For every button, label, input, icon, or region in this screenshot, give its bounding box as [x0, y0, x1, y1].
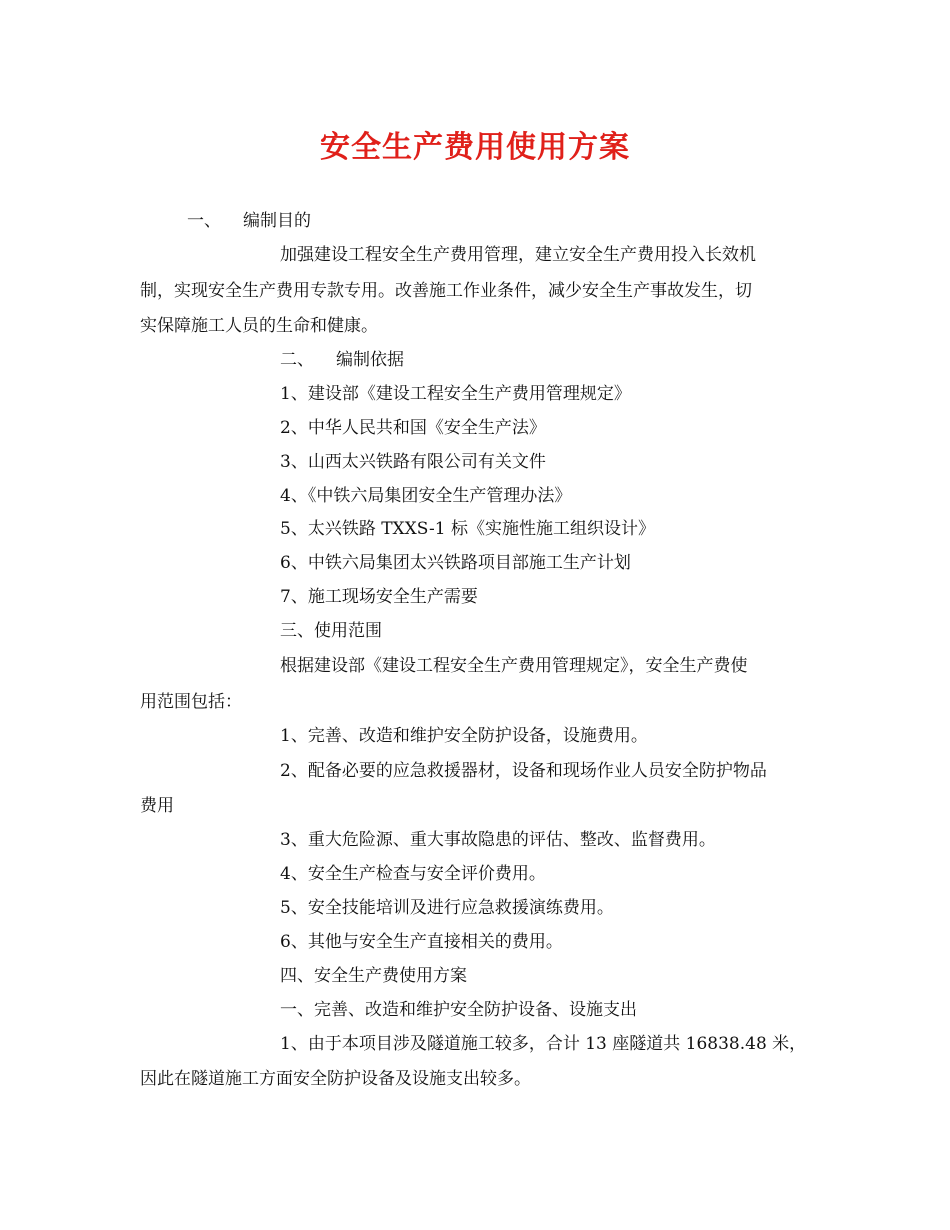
list-item-continuation: 费用	[140, 796, 174, 816]
paragraph-line: 实保障施工人员的生命和健康。	[140, 316, 378, 336]
list-item: 2、中华人民共和国《安全生产法》	[280, 418, 546, 438]
paragraph-line: 用范围包括：	[140, 692, 242, 712]
list-item: 4、《中铁六局集团安全生产管理办法》	[280, 486, 572, 506]
section-heading	[280, 348, 404, 372]
section-heading: 四、安全生产费使用方案	[280, 966, 467, 986]
subsection-heading: 一、完善、改造和维护安全防护设备、设施支出	[280, 1000, 637, 1020]
document-title: 安全生产费用使用方案	[320, 130, 630, 165]
section-number: 一、	[187, 211, 221, 231]
list-item: 7、施工现场安全生产需要	[280, 587, 478, 607]
section-title: 编制目的	[243, 211, 311, 231]
section-number: 二、	[280, 350, 314, 370]
list-item: 3、重大危险源、重大事故隐患的评估、整改、监督费用。	[280, 830, 716, 850]
list-item: 1、完善、改造和维护安全防护设备，设施费用。	[280, 726, 648, 746]
section-heading	[187, 209, 311, 233]
paragraph-line: 根据建设部《建设工程安全生产费用管理规定》，安全生产费使	[280, 656, 748, 676]
paragraph-line: 1、由于本项目涉及隧道施工较多，合计 13 座隧道共 16838.48 米，	[280, 1034, 807, 1054]
list-item: 2、配备必要的应急救援器材，设备和现场作业人员安全防护物品	[280, 761, 767, 781]
list-item: 1、建设部《建设工程安全生产费用管理规定》	[280, 384, 631, 404]
list-item: 5、太兴铁路 TXXS-1 标《实施性施工组织设计》	[280, 519, 655, 539]
list-item: 4、安全生产检查与安全评价费用。	[280, 864, 546, 884]
paragraph-line: 加强建设工程安全生产费用管理，建立安全生产费用投入长效机	[280, 245, 756, 265]
section-title: 编制依据	[336, 350, 404, 370]
paragraph-line: 制，实现安全生产费用专款专用。改善施工作业条件，减少安全生产事故发生，切	[140, 281, 752, 301]
list-item: 6、其他与安全生产直接相关的费用。	[280, 932, 563, 952]
list-item: 5、安全技能培训及进行应急救援演练费用。	[280, 898, 614, 918]
section-heading: 三、使用范围	[280, 621, 382, 641]
list-item: 6、中铁六局集团太兴铁路项目部施工生产计划	[280, 553, 631, 573]
paragraph-line: 因此在隧道施工方面安全防护设备及设施支出较多。	[140, 1069, 531, 1089]
list-item: 3、山西太兴铁路有限公司有关文件	[280, 452, 546, 472]
